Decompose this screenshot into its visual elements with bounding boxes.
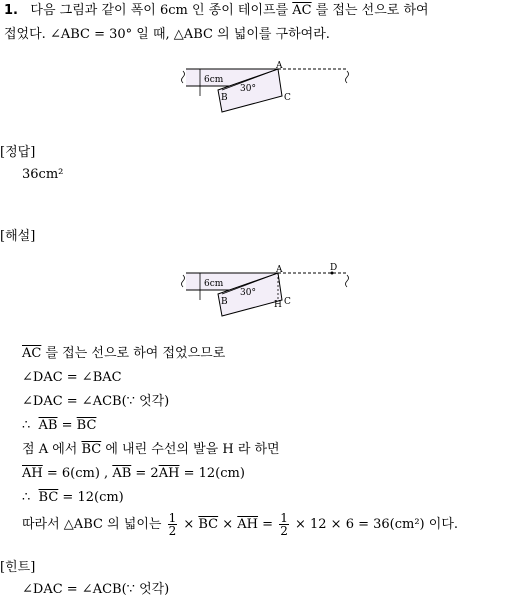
label-D: D [330,263,338,273]
label-B: B [221,93,228,103]
label-6cm: 6cm [204,279,224,289]
solution-line-1: $\overline{AC}$ 를 접는 선으로 하여 접었으므로 [22,346,226,361]
solution-line-2: ∠DAC = ∠BAC [22,370,122,385]
solution-line-6: $\overline{AH} = 6(cm)$ , $\overline{AB} = 2\overline{AH} = 12(cm)$ [22,466,245,481]
label-H: H [274,300,282,310]
label-A: A [276,265,283,275]
solution-line-5: 점 A 에서 $\overline{BC}$ 에 내린 수선의 발을 H 라 하면 [22,442,280,457]
hint-header: [힌트] [0,560,36,575]
figure-1 [178,60,358,120]
tape-continuation [278,272,349,288]
figure-2 [178,262,358,324]
tape-continuation [278,69,349,83]
problem-text-1: 다음 그림과 같이 폭이 6cm 인 종이 테이프를 $\overline{AC}$ 를 접는 선으로 하여 [30,3,429,18]
label-B: B [221,297,228,307]
answer-header: [정답] [0,145,36,160]
label-C: C [284,297,291,307]
label-C: C [284,93,291,103]
solution-line-4: ∴ $\overline{AB} = \overline{BC}$ [22,418,97,433]
solution-line-8: 따라서 △ABC 의 넓이는 $\frac{1}{2}$ × $\overline{BC} \times \overline{AH}$ = $\frac{1}{2}$ × 12 × 6 = 36(cm²) 이다. [22,511,459,538]
problem-line-2: 접었다. ∠ABC = 30° 일 때, △ABC 의 넓이를 구하여라. [4,27,330,42]
label-30deg: 30° [240,84,256,94]
solution-line-3: ∠DAC = ∠ACB(∵ 엇각) [22,394,170,409]
hint-line: ∠DAC = ∠ACB(∵ 엇각) [22,582,170,597]
label-30deg: 30° [240,288,256,298]
problem-line-1 [4,3,429,19]
label-6cm: 6cm [204,75,224,85]
problem-number: 1. [4,3,18,18]
solution-line-7: ∴ $\overline{BC} = 12(cm)$ [22,490,124,505]
solution-header: [해설] [0,229,36,244]
answer-value: 36cm² [22,167,64,182]
label-A: A [276,61,283,71]
